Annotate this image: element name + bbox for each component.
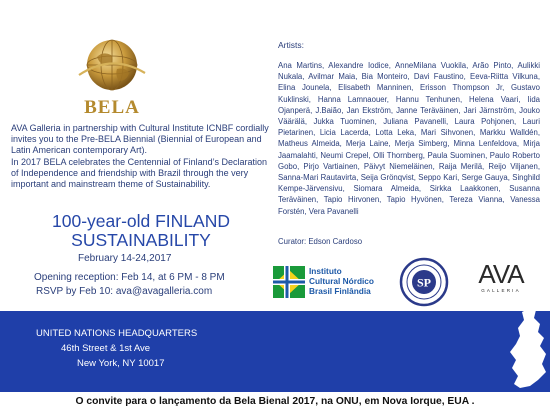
- icnbf-line-1: Instituto: [309, 266, 342, 276]
- finland-map-icon: [500, 308, 550, 392]
- brazil-finland-flag-icon: [272, 265, 306, 299]
- seal-letters: SP: [416, 275, 432, 290]
- icnbf-logo: [272, 265, 392, 301]
- bela-wordmark: BELA: [84, 97, 140, 118]
- title-line-2: SUSTAINABILITY: [71, 230, 211, 250]
- exhibition-dates: February 14-24,2017: [78, 253, 172, 264]
- bela-logo: [77, 31, 147, 118]
- rsvp-line: RSVP by Feb 10: ava@avagalleria.com: [36, 286, 213, 297]
- icnbf-line-3: Brasil Finlândia: [309, 286, 371, 296]
- icnbf-name: [309, 266, 374, 296]
- curator-line: Curator: Edson Cardoso: [278, 237, 363, 246]
- venue-line-3: New York, NY 10017: [77, 358, 165, 369]
- society-seal-logo: [399, 257, 449, 307]
- photo-caption: O convite para o lançamento da Bela Bienal 2017, na ONU, em Nova Iorque, EUA .: [75, 396, 475, 407]
- intro-paragraph-1: AVA Galleria in partnership with Cultural Institute ICNBF cordially invites you to the Pre-BELA Biennial (Biennial of European and Latin American contemporary Art).: [11, 123, 269, 156]
- seal-icon: [399, 257, 449, 307]
- intro-paragraph-2: In 2017 BELA celebrates the Centennial of Finland’s Declaration of Independence and friendship with Brazil through the very important and mainstream theme of Sustainability.: [11, 156, 267, 190]
- opening-reception: Opening reception: Feb 14, at 6 PM - 8 PM: [34, 272, 225, 283]
- title-line-1: 100-year-old FINLAND: [52, 211, 230, 231]
- globe-icon: [77, 31, 147, 101]
- artists-heading: Artists:: [278, 40, 304, 50]
- artists-list: Ana Martins, Alexandre Iodice, AnneMilana Vuokila, Arão Pinto, Aulikki Nukala, Avilmar Maia, Bia Monteiro, Davi Faustino, Eeva-Riitta Vilkuna, Elina Jounela, Elisabeth Manninen, Erisson Thompson Jr, Gustavo Kuklinski, Hanna Lamnaouer, Hannu Tenhunen, Helena Vaari, Iida Ojanperä, J.Baião, Jan Ekström, Janne Teräväinen, Jari Järnström, Jouko Väärälä, Jukka Tuominen, Juliana Pavanelli, Laura Pohjonen, Lauri Pietarinen, Licia Lacerda, Lotta Leka, Mari Sihvonen, Markku Walldén, Matheus Almeida, Merja Laine, Merja Simberg, Minna Lenfeldova, Mirja Jaamalahti, Neumi Crepel, Olli Thornberg, Paula Suominen, Paulo Roberto Gobo, Pirjo Vartiainen, Päivyt Niemeläinen, Raija Merilä, Reijo Viljanen, Sanna-Mari Rautavirta, Seija Grönqvist, Seppo Kari, Serge Gauya, Singhild Kempe-Järvensivu, Siomara Almeida, Sirkka Laakkonen, Susanna Teräväinen, Tapio Hirvonen, Tapio Hyvönen, Tereza Vianna, Vanessa Forstén, Vera Pavanelli: [278, 61, 540, 216]
- venue-line-1: UNITED NATIONS HEADQUARTERS: [36, 328, 198, 339]
- galleria-wordmark: GALLERIA: [481, 288, 521, 293]
- ava-wordmark: AVA: [478, 259, 524, 289]
- exhibition-title: [11, 212, 271, 250]
- ava-galleria-logo: [470, 260, 532, 302]
- icnbf-line-2: Cultural Nórdico: [309, 276, 374, 286]
- venue-address: [36, 326, 197, 371]
- venue-line-2: 46th Street & 1st Ave: [61, 343, 151, 354]
- intro-text: [11, 123, 271, 190]
